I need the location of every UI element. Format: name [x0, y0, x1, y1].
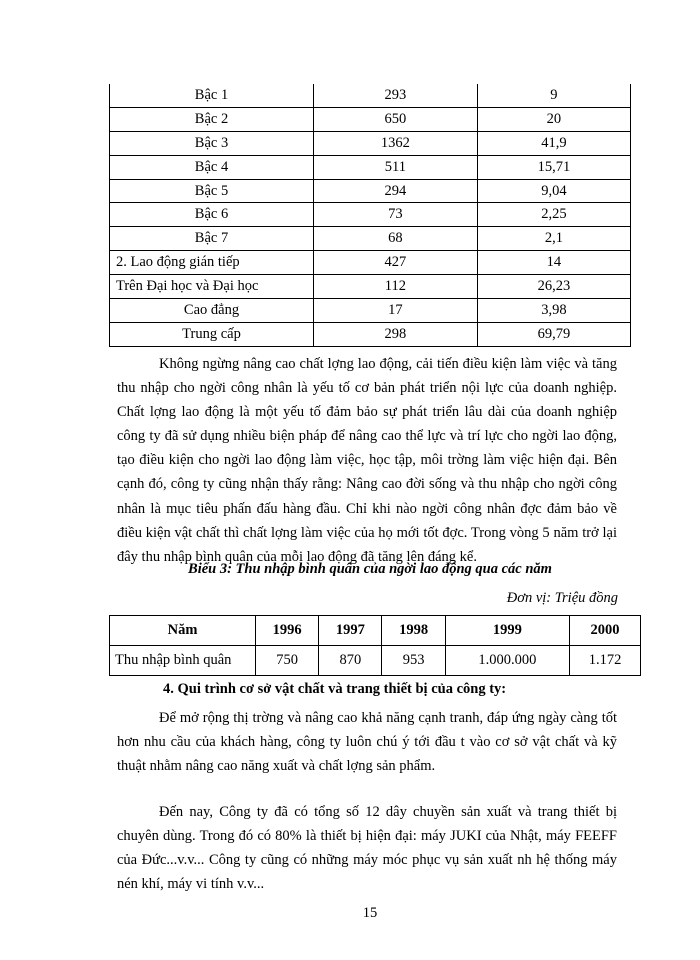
percent-cell: 69,79: [477, 322, 630, 346]
table-row: [110, 299, 631, 323]
unit-label: Đơn vị: Triệu đồng: [506, 590, 618, 606]
count-cell: 650: [314, 107, 478, 131]
value-cell: 870: [319, 646, 382, 676]
count-cell: 294: [314, 179, 478, 203]
labor-structure-table-body: [110, 84, 631, 346]
labor-structure-table: [109, 84, 631, 347]
percent-cell: 2,25: [477, 203, 630, 227]
header-cell: Năm: [110, 616, 256, 646]
row-label-cell: Bậc 1: [110, 84, 314, 107]
section-heading: 4. Qui trình cơ sở vật chất và trang thiết bị của công ty:: [163, 681, 507, 697]
row-label-cell: Bậc 4: [110, 155, 314, 179]
percent-cell: 15,71: [477, 155, 630, 179]
table-row: [110, 179, 631, 203]
header-cell: 2000: [570, 616, 641, 646]
paragraph-income: Không ngừng nâng cao chất lợng lao động, cải tiến điều kiện làm việc và tăng thu nhập cho ngời công nhân là yếu tố cơ bản phát triển nội lực của doanh nghiệp. Chất lợng lao động là một yếu tố đảm bảo sự phát triển lâu dài của doanh nghiệp công ty đã sử dụng nhiều biện pháp để nâng cao thể lực và trí lực cho ngời lao động, tạo điều kiện cho ngời lao động làm việc, học tập, môi trờng làm việc hiện đại. Bên cạnh đó, công ty cũng nhận thấy rằng: Nâng cao đời sống và thu nhập cho ngời công nhân là mục tiêu phấn đấu hàng đầu. Chỉ khi nào ngời công nhân đợc đảm bảo về điều kiện vật chất thì chất lợng làm việc của họ mới tốt đợc. Trong vòng 5 năm trở lại đây thu nhập bình quân của mỗi lao động đã tăng lên đáng kể.: [117, 356, 617, 565]
value-cell: 953: [382, 646, 445, 676]
paragraph-equipment: Đến nay, Công ty đã có tổng số 12 dây chuyền sản xuất và trang thiết bị chuyên dùng. Trong đó có 80% là thiết bị hiện đại: máy JUKI của Nhật, máy FEEFF của Đức...v.v... Công ty cũng có những máy móc phục vụ sản xuất nh hệ thống máy nén khí, máy vi tính v.v...: [117, 804, 617, 893]
count-cell: 1362: [314, 131, 478, 155]
table-row: [110, 131, 631, 155]
income-table-data-row: [110, 646, 641, 676]
count-cell: 511: [314, 155, 478, 179]
row-label-cell: Cao đẳng: [110, 299, 314, 323]
value-cell: 750: [256, 646, 319, 676]
value-cell: 1.000.000: [445, 646, 569, 676]
page-number: 15: [362, 905, 378, 921]
percent-cell: 26,23: [477, 275, 630, 299]
income-table: [109, 615, 641, 676]
percent-cell: 9,04: [477, 179, 630, 203]
header-cell: 1999: [445, 616, 569, 646]
percent-cell: 9: [477, 84, 630, 107]
percent-cell: 2,1: [477, 227, 630, 251]
paragraph-investment: Để mở rộng thị trờng và nâng cao khả năng cạnh tranh, đáp ứng ngày càng tốt hơn nhu cầu của khách hàng, công ty luôn chú ý tới đầu t vào cơ sở vật chất và kỹ thuật nhằm nâng cao năng xuất và chất lợng sản phẩm.: [117, 710, 617, 775]
row-label-cell: Bậc 5: [110, 179, 314, 203]
table-row: [110, 322, 631, 346]
percent-cell: 20: [477, 107, 630, 131]
percent-cell: 41,9: [477, 131, 630, 155]
count-cell: 73: [314, 203, 478, 227]
row-label-cell: Bậc 2: [110, 107, 314, 131]
count-cell: 298: [314, 322, 478, 346]
table-row: [110, 203, 631, 227]
header-cell: 1996: [256, 616, 319, 646]
table-row: [110, 107, 631, 131]
percent-cell: 14: [477, 251, 630, 275]
table-row: [110, 251, 631, 275]
table-row: [110, 155, 631, 179]
row-label-cell: Bậc 7: [110, 227, 314, 251]
percent-cell: 3,98: [477, 299, 630, 323]
count-cell: 293: [314, 84, 478, 107]
table-row: [110, 227, 631, 251]
table-caption: Biểu 3: Thu nhập bình quân của ngời lao động qua các năm: [188, 561, 552, 577]
count-cell: 68: [314, 227, 478, 251]
row-label-cell: Trung cấp: [110, 322, 314, 346]
table-row: [110, 275, 631, 299]
row-label-cell: Bậc 3: [110, 131, 314, 155]
table-row: [110, 84, 631, 107]
row-label-cell: Trên Đại học và Đại học: [110, 275, 314, 299]
count-cell: 17: [314, 299, 478, 323]
count-cell: 112: [314, 275, 478, 299]
count-cell: 427: [314, 251, 478, 275]
row-label-cell: Thu nhập bình quân: [110, 646, 256, 676]
header-cell: 1997: [319, 616, 382, 646]
income-table-header-row: [110, 616, 641, 646]
row-label-cell: Bậc 6: [110, 203, 314, 227]
header-cell: 1998: [382, 616, 445, 646]
row-label-cell: 2. Lao động gián tiếp: [110, 251, 314, 275]
value-cell: 1.172: [570, 646, 641, 676]
